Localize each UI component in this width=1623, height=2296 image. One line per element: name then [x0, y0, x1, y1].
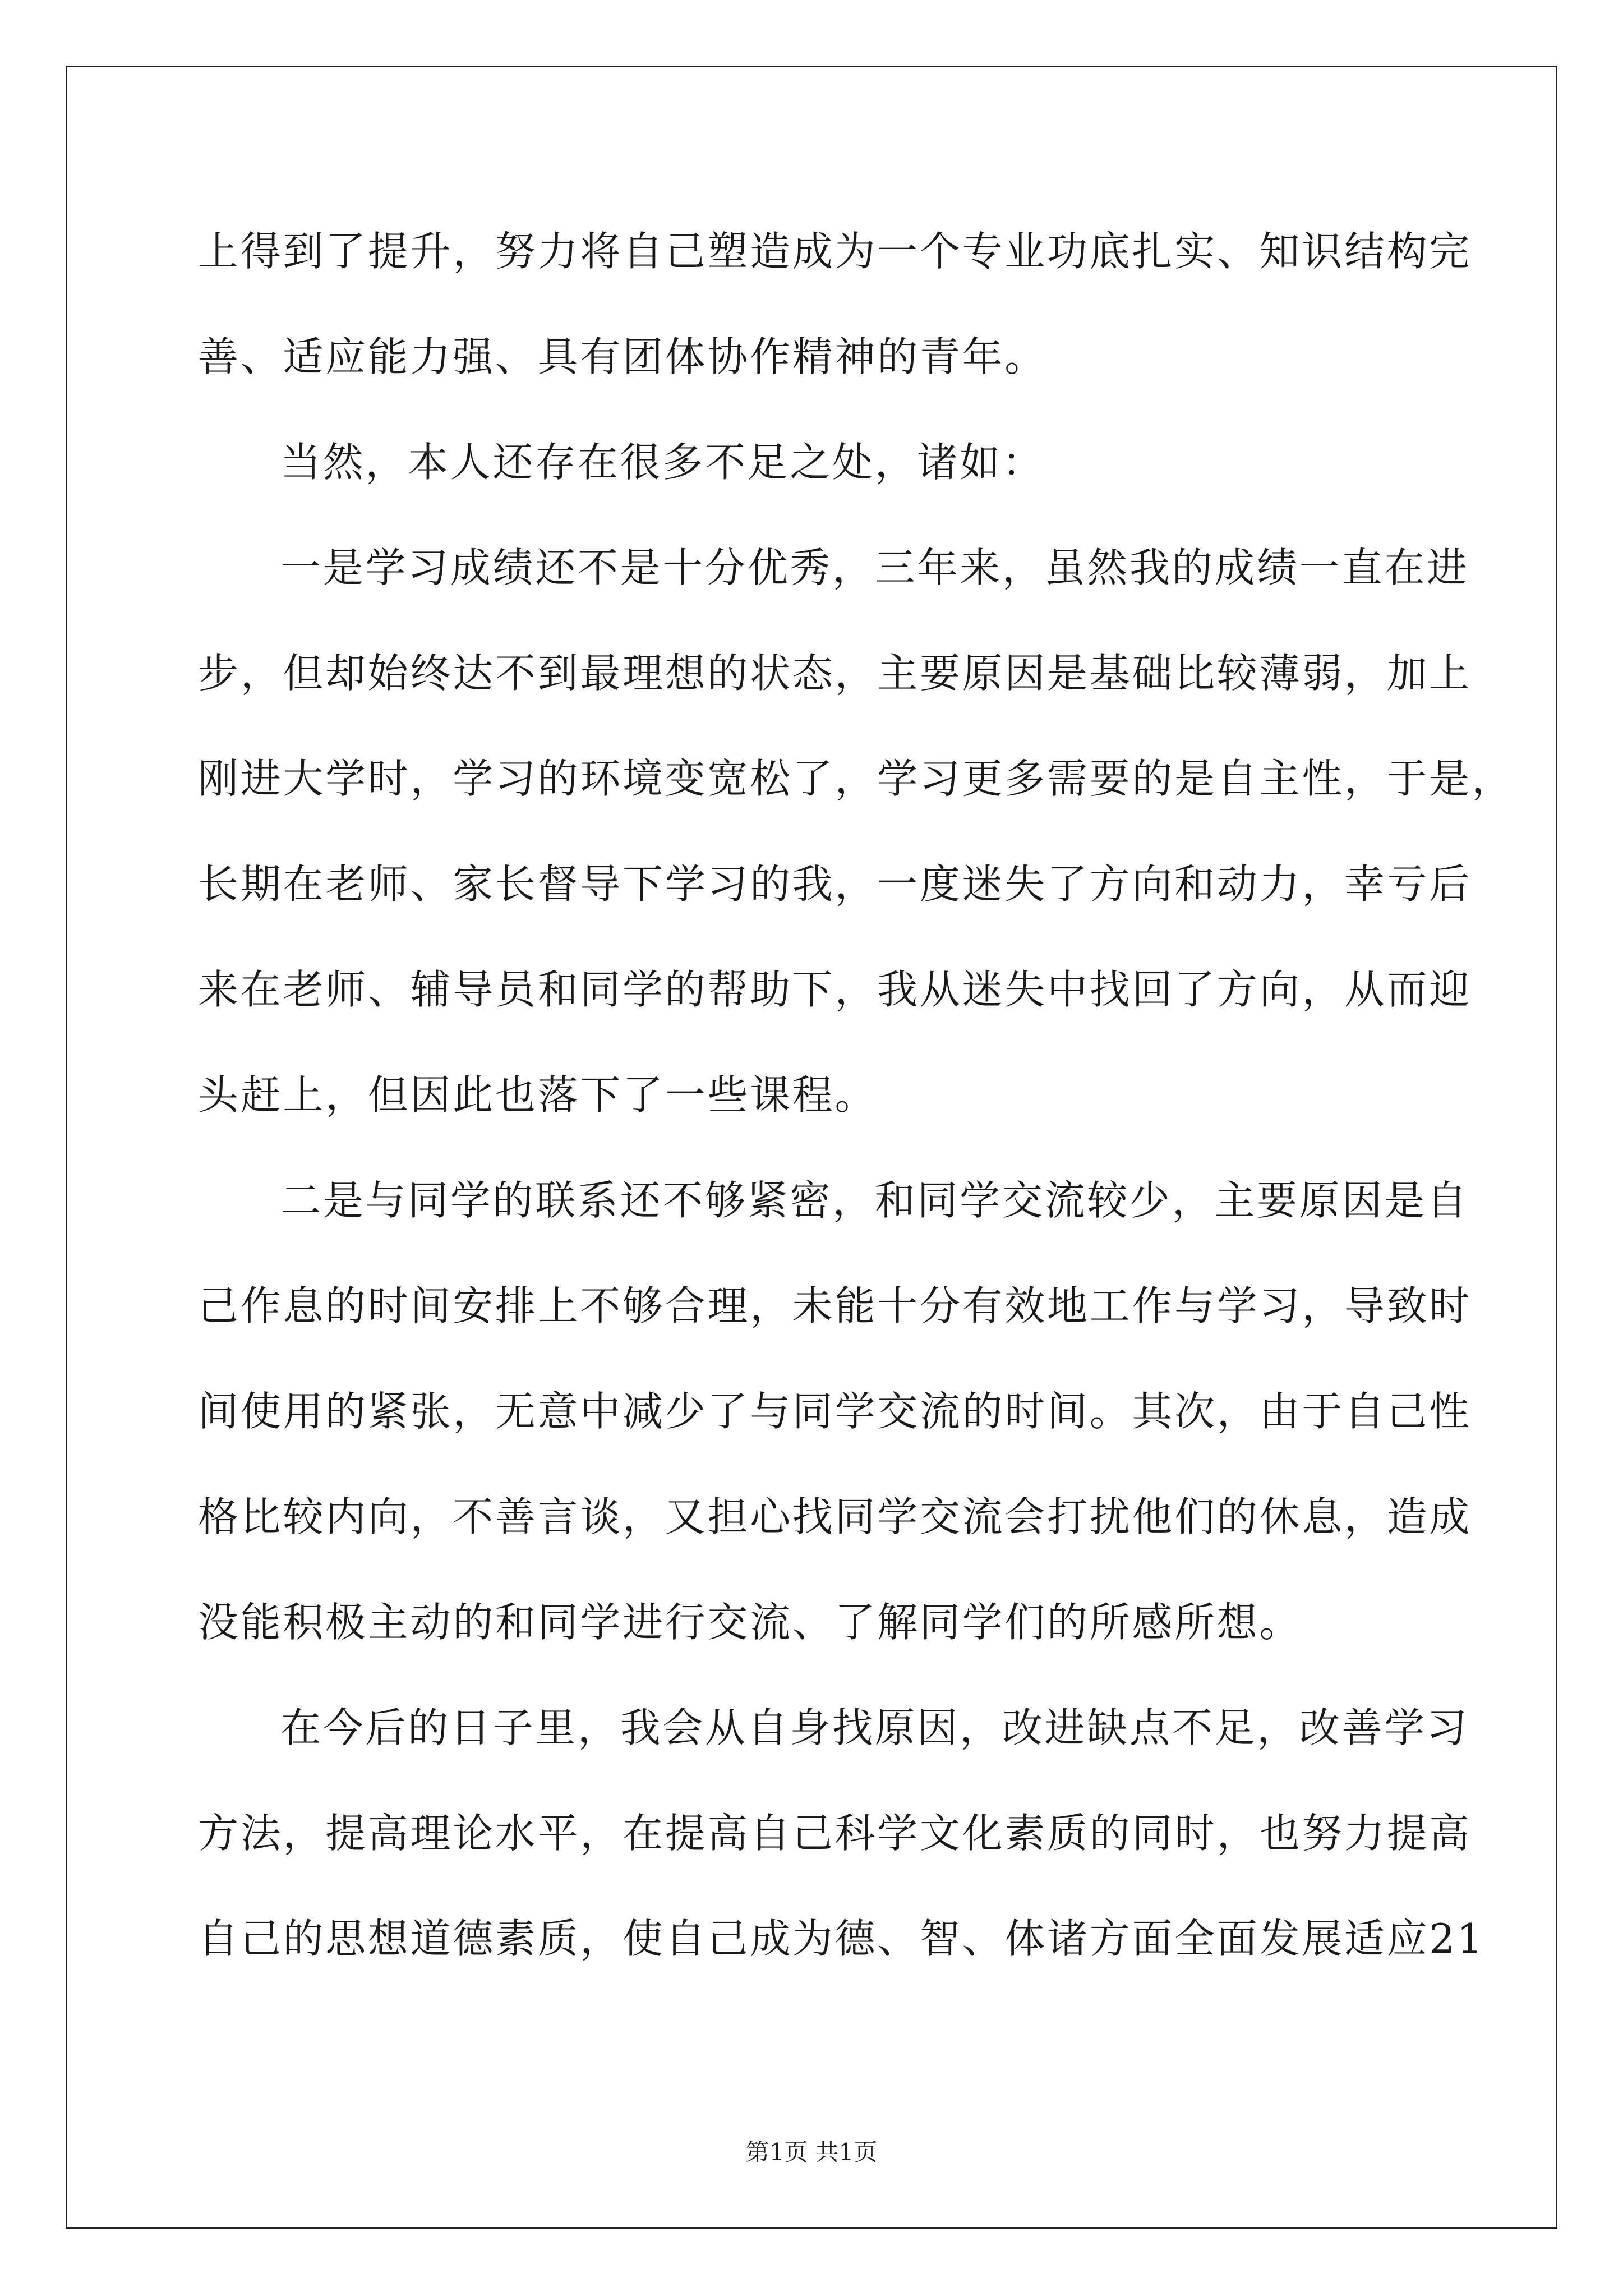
text-line: 二是与同学的联系还不够紧密，和同学交流较少，主要原因是自 — [280, 1177, 1469, 1224]
document-body — [198, 223, 1514, 2016]
text-line: 自己的思想道德素质，使自己成为德、智、体诸方面全面发展适应21 — [198, 1915, 1485, 1962]
text-line: 善、适应能力强、具有团体协作精神的青年。 — [198, 333, 1048, 380]
text-line: 间使用的紧张，无意中减少了与同学交流的时间。其次，由于自己性 — [198, 1388, 1472, 1435]
text-line: 己作息的时间安排上不够合理，未能十分有效地工作与学习，导致时 — [198, 1282, 1472, 1329]
text-line: 步，但却始终达不到最理想的状态，主要原因是基础比较薄弱，加上 — [198, 650, 1472, 697]
text-line: 格比较内向，不善言谈，又担心找同学交流会打扰他们的休息，造成 — [198, 1493, 1472, 1540]
text-line: 方法，提高理论水平，在提高自己科学文化素质的同时，也努力提高 — [198, 1810, 1472, 1857]
page-footer: 第1页 共1页 — [745, 2138, 878, 2166]
text-line: 刚进大学时，学习的环境变宽松了，学习更多需要的是自主性，于是， — [198, 755, 1514, 802]
text-line: 头赶上，但因此也落下了一些课程。 — [198, 1071, 878, 1119]
text-line: 当然，本人还存在很多不足之处，诸如： — [280, 439, 1045, 486]
text-line: 没能积极主动的和同学进行交流、了解同学们的所感所想。 — [198, 1599, 1302, 1646]
text-line: 来在老师、辅导员和同学的帮助下，我从迷失中找回了方向，从而迎 — [198, 966, 1472, 1013]
text-line: 上得到了提升，努力将自己塑造成为一个专业功底扎实、知识结构完 — [198, 228, 1472, 275]
text-line: 一是学习成绩还不是十分优秀，三年来，虽然我的成绩一直在进 — [280, 544, 1469, 591]
text-line: 长期在老师、家长督导下学习的我，一度迷失了方向和动力，幸亏后 — [198, 861, 1472, 908]
text-line: 在今后的日子里，我会从自身找原因，改进缺点不足，改善学习 — [280, 1704, 1469, 1751]
